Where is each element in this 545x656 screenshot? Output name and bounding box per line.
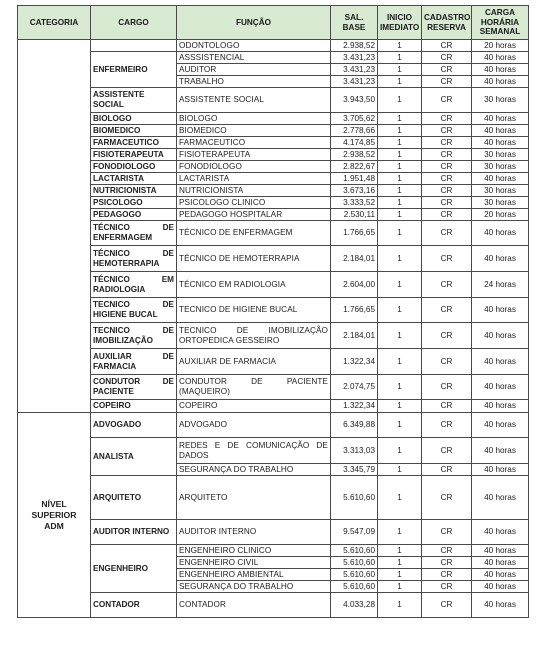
- cadastro-cell: CR: [422, 149, 472, 161]
- cadastro-cell: CR: [422, 185, 472, 197]
- cargo-cell: FONODIOLOGO: [91, 161, 177, 173]
- funcao-cell: ODONTOLOGO: [177, 40, 331, 52]
- carga-cell: 40 horas: [472, 125, 529, 137]
- header-cadastro: [422, 6, 472, 40]
- cadastro-cell: CR: [422, 413, 472, 438]
- header-carga: [472, 6, 529, 40]
- sal-cell: 1.951,48: [331, 173, 378, 185]
- sal-cell: 1.322,34: [331, 400, 378, 413]
- cadastro-cell: CR: [422, 323, 472, 349]
- inicio-cell: 1: [378, 52, 422, 64]
- header-row: [18, 6, 529, 40]
- inicio-cell: 1: [378, 400, 422, 413]
- carga-cell: 40 horas: [472, 137, 529, 149]
- sal-cell: 2.530,11: [331, 209, 378, 221]
- funcao-cell: CONDUTOR DE PACIENTE (MAQUEIRO): [177, 375, 331, 400]
- inicio-cell: 1: [378, 464, 422, 476]
- category-cell-nivel-superior-adm: [18, 413, 91, 618]
- header-carga-line3: SEMANAL: [479, 27, 521, 37]
- sal-cell: 5.610,60: [331, 557, 378, 569]
- inicio-cell: 1: [378, 76, 422, 88]
- table-row: [18, 221, 529, 246]
- carga-cell: 20 horas: [472, 209, 529, 221]
- funcao-cell: TRABALHO: [177, 76, 331, 88]
- category-cell-first: [18, 40, 91, 413]
- sal-cell: 3.313,03: [331, 438, 378, 464]
- funcao-cell: ENGENHEIRO CLINICO: [177, 545, 331, 557]
- sal-cell: 3.673,16: [331, 185, 378, 197]
- carga-cell: 40 horas: [472, 438, 529, 464]
- header-cadastro-line2: RESERVA: [427, 22, 466, 32]
- table-row: [18, 545, 529, 557]
- cadastro-cell: CR: [422, 173, 472, 185]
- cargo-cell: ARQUITETO: [91, 476, 177, 520]
- inicio-cell: 1: [378, 246, 422, 272]
- inicio-cell: 1: [378, 64, 422, 76]
- carga-cell: 40 horas: [472, 520, 529, 545]
- sal-cell: 2.604,00: [331, 272, 378, 298]
- funcao-cell: PSICOLOGO CLINICO: [177, 197, 331, 209]
- sal-cell: 3.705,62: [331, 113, 378, 125]
- cargo-cell: ANALISTA: [91, 438, 177, 476]
- sal-cell: 3.431,23: [331, 64, 378, 76]
- inicio-cell: 1: [378, 593, 422, 618]
- funcao-cell: CONTADOR: [177, 593, 331, 618]
- sal-cell: 4.033,28: [331, 593, 378, 618]
- table-row: [18, 40, 529, 52]
- cadastro-cell: CR: [422, 476, 472, 520]
- table-row: [18, 209, 529, 221]
- funcao-cell: ADVOGADO: [177, 413, 331, 438]
- cargo-cell: ENGENHEIRO: [91, 545, 177, 593]
- sal-cell: 3.345,79: [331, 464, 378, 476]
- cadastro-cell: CR: [422, 209, 472, 221]
- inicio-cell: 1: [378, 197, 422, 209]
- carga-cell: 40 horas: [472, 476, 529, 520]
- cadastro-cell: CR: [422, 298, 472, 323]
- carga-cell: 40 horas: [472, 52, 529, 64]
- funcao-cell: LACTARISTA: [177, 173, 331, 185]
- carga-cell: 20 horas: [472, 40, 529, 52]
- inicio-cell: 1: [378, 569, 422, 581]
- cargo-cell: PSICOLOGO: [91, 197, 177, 209]
- funcao-cell: BIOLOGO: [177, 113, 331, 125]
- carga-cell: 40 horas: [472, 113, 529, 125]
- table-row: [18, 173, 529, 185]
- cadastro-cell: CR: [422, 40, 472, 52]
- carga-cell: 30 horas: [472, 185, 529, 197]
- carga-cell: 30 horas: [472, 197, 529, 209]
- header-funcao: FUNÇÃO: [177, 6, 331, 40]
- inicio-cell: 1: [378, 375, 422, 400]
- cadastro-cell: CR: [422, 400, 472, 413]
- inicio-cell: 1: [378, 349, 422, 375]
- cargo-cell: BIOLOGO: [91, 113, 177, 125]
- table-row: [18, 375, 529, 400]
- inicio-cell: 1: [378, 520, 422, 545]
- funcao-cell: SEGURANÇA DO TRABALHO: [177, 581, 331, 593]
- header-cargo: CARGO: [91, 6, 177, 40]
- inicio-cell: 1: [378, 272, 422, 298]
- cadastro-cell: CR: [422, 581, 472, 593]
- sal-cell: 5.610,60: [331, 476, 378, 520]
- sal-cell: 3.431,23: [331, 52, 378, 64]
- carga-cell: 40 horas: [472, 413, 529, 438]
- inicio-cell: 1: [378, 557, 422, 569]
- carga-cell: 40 horas: [472, 76, 529, 88]
- carga-cell: 40 horas: [472, 375, 529, 400]
- cadastro-cell: CR: [422, 221, 472, 246]
- cadastro-cell: CR: [422, 52, 472, 64]
- inicio-cell: 1: [378, 185, 422, 197]
- cadastro-cell: CR: [422, 593, 472, 618]
- funcao-cell: TECNICO DE HIGIENE BUCAL: [177, 298, 331, 323]
- header-inicio: [378, 6, 422, 40]
- table-row: [18, 413, 529, 438]
- funcao-cell: PEDAGOGO HOSPITALAR: [177, 209, 331, 221]
- table-row: [18, 197, 529, 209]
- sal-cell: 2.184,01: [331, 323, 378, 349]
- table-row: [18, 476, 529, 520]
- table-row: [18, 323, 529, 349]
- table-row: [18, 185, 529, 197]
- cargo-cell: FARMACEUTICO: [91, 137, 177, 149]
- funcao-cell: FONODIOLOGO: [177, 161, 331, 173]
- carga-cell: 40 horas: [472, 545, 529, 557]
- cargo-cell: AUDITOR INTERNO: [91, 520, 177, 545]
- carga-cell: 40 horas: [472, 298, 529, 323]
- cargo-cell: ASSISTENTE SOCIAL: [91, 88, 177, 113]
- carga-cell: 30 horas: [472, 161, 529, 173]
- funcao-cell: REDES E DE COMUNICAÇÃO DE DADOS: [177, 438, 331, 464]
- funcao-cell: AUDITOR: [177, 64, 331, 76]
- sal-cell: 5.610,60: [331, 545, 378, 557]
- cadastro-cell: CR: [422, 557, 472, 569]
- carga-cell: 40 horas: [472, 64, 529, 76]
- cadastro-cell: CR: [422, 113, 472, 125]
- funcao-cell: NUTRICIONISTA: [177, 185, 331, 197]
- funcao-cell: TÉCNICO EM RADIOLOGIA: [177, 272, 331, 298]
- table-row: [18, 88, 529, 113]
- cargo-cell: CONTADOR: [91, 593, 177, 618]
- funcao-cell: ARQUITETO: [177, 476, 331, 520]
- cadastro-cell: CR: [422, 76, 472, 88]
- carga-cell: 40 horas: [472, 464, 529, 476]
- inicio-cell: 1: [378, 209, 422, 221]
- table-row: [18, 52, 529, 64]
- carga-cell: 40 horas: [472, 557, 529, 569]
- cargo-cell: TÉCNICO DE HEMOTERRAPIA: [91, 246, 177, 272]
- table-row: [18, 161, 529, 173]
- sal-cell: 6.349,88: [331, 413, 378, 438]
- cargo-cell: ENFERMEIRO: [91, 52, 177, 88]
- inicio-cell: 1: [378, 125, 422, 137]
- inicio-cell: 1: [378, 476, 422, 520]
- header-carga-line2: HORÁRIA: [480, 17, 520, 27]
- carga-cell: 40 horas: [472, 593, 529, 618]
- cadastro-cell: CR: [422, 464, 472, 476]
- inicio-cell: 1: [378, 88, 422, 113]
- cargo-cell: TÉCNICO EM RADIOLOGIA: [91, 272, 177, 298]
- table-row: [18, 272, 529, 298]
- cargo-cell: COPEIRO: [91, 400, 177, 413]
- cargo-cell: TECNICO DE IMOBILIZAÇÃO: [91, 323, 177, 349]
- header-cadastro-line1: CADASTRO: [424, 12, 471, 22]
- inicio-cell: 1: [378, 40, 422, 52]
- cadastro-cell: CR: [422, 197, 472, 209]
- category-line1: NÍVEL: [41, 498, 67, 509]
- funcao-cell: FARMACEUTICO: [177, 137, 331, 149]
- cadastro-cell: CR: [422, 520, 472, 545]
- inicio-cell: 1: [378, 137, 422, 149]
- header-sal-base: SAL. BASE: [331, 6, 378, 40]
- inicio-cell: 1: [378, 581, 422, 593]
- carga-cell: 40 horas: [472, 323, 529, 349]
- cadastro-cell: CR: [422, 545, 472, 557]
- cadastro-cell: CR: [422, 64, 472, 76]
- salary-table: [17, 5, 529, 618]
- cadastro-cell: CR: [422, 272, 472, 298]
- inicio-cell: 1: [378, 113, 422, 125]
- sal-cell: 2.938,52: [331, 40, 378, 52]
- cargo-cell: LACTARISTA: [91, 173, 177, 185]
- cargo-cell: ADVOGADO: [91, 413, 177, 438]
- salary-table-container: [17, 5, 528, 618]
- sal-cell: 2.074,75: [331, 375, 378, 400]
- carga-cell: 40 horas: [472, 221, 529, 246]
- cargo-cell: BIOMEDICO: [91, 125, 177, 137]
- table-row: [18, 246, 529, 272]
- sal-cell: 3.431,23: [331, 76, 378, 88]
- table-row: [18, 149, 529, 161]
- carga-cell: 40 horas: [472, 173, 529, 185]
- inicio-cell: 1: [378, 161, 422, 173]
- funcao-cell: AUDITOR INTERNO: [177, 520, 331, 545]
- inicio-cell: 1: [378, 438, 422, 464]
- carga-cell: 30 horas: [472, 88, 529, 113]
- cargo-cell: PEDAGOGO: [91, 209, 177, 221]
- funcao-cell: TÉCNICO DE HEMOTERRAPIA: [177, 246, 331, 272]
- cargo-cell: AUXILIAR DE FARMACIA: [91, 349, 177, 375]
- funcao-cell: BIOMEDICO: [177, 125, 331, 137]
- header-carga-line1: CARGA: [484, 8, 516, 18]
- cadastro-cell: CR: [422, 375, 472, 400]
- cadastro-cell: CR: [422, 88, 472, 113]
- carga-cell: 40 horas: [472, 569, 529, 581]
- sal-cell: 1.322,34: [331, 349, 378, 375]
- table-row: [18, 137, 529, 149]
- inicio-cell: 1: [378, 221, 422, 246]
- sal-cell: 3.943,50: [331, 88, 378, 113]
- cargo-cell: TÉCNICO DE ENFERMAGEM: [91, 221, 177, 246]
- sal-cell: 1.766,65: [331, 298, 378, 323]
- sal-cell: 3.333,52: [331, 197, 378, 209]
- table-row: [18, 400, 529, 413]
- carga-cell: 24 horas: [472, 272, 529, 298]
- cadastro-cell: CR: [422, 569, 472, 581]
- carga-cell: 40 horas: [472, 349, 529, 375]
- funcao-cell: SEGURANÇA DO TRABALHO: [177, 464, 331, 476]
- cadastro-cell: CR: [422, 125, 472, 137]
- sal-cell: 5.610,60: [331, 569, 378, 581]
- cargo-cell: [91, 40, 177, 52]
- cargo-cell: NUTRICIONISTA: [91, 185, 177, 197]
- funcao-cell: AUXILIAR DE FARMACIA: [177, 349, 331, 375]
- inicio-cell: 1: [378, 173, 422, 185]
- funcao-cell: FISIOTERAPEUTA: [177, 149, 331, 161]
- funcao-cell: ASSISTENTE SOCIAL: [177, 88, 331, 113]
- inicio-cell: 1: [378, 323, 422, 349]
- table-row: [18, 438, 529, 464]
- header-categoria: CATEGORIA: [18, 6, 91, 40]
- header-inicio-line2: IMEDIATO: [380, 22, 420, 32]
- sal-cell: 2.938,52: [331, 149, 378, 161]
- carga-cell: 40 horas: [472, 400, 529, 413]
- sal-cell: 2.184,01: [331, 246, 378, 272]
- header-inicio-line1: INICIO: [386, 12, 413, 22]
- carga-cell: 30 horas: [472, 149, 529, 161]
- inicio-cell: 1: [378, 545, 422, 557]
- carga-cell: 40 horas: [472, 581, 529, 593]
- sal-cell: 2.822,67: [331, 161, 378, 173]
- inicio-cell: 1: [378, 298, 422, 323]
- category-line3: ADM: [44, 520, 64, 531]
- sal-cell: 4.174,85: [331, 137, 378, 149]
- cadastro-cell: CR: [422, 137, 472, 149]
- cargo-cell: TECNICO DE HIGIENE BUCAL: [91, 298, 177, 323]
- inicio-cell: 1: [378, 149, 422, 161]
- cadastro-cell: CR: [422, 438, 472, 464]
- funcao-cell: TECNICO DE IMOBILIZAÇÃO ORTOPEDICA GESSEIRO: [177, 323, 331, 349]
- table-row: [18, 349, 529, 375]
- funcao-cell: ENGENHEIRO AMBIENTAL: [177, 569, 331, 581]
- table-row: [18, 125, 529, 137]
- sal-cell: 1.766,65: [331, 221, 378, 246]
- sal-cell: 9.547,09: [331, 520, 378, 545]
- table-row: [18, 113, 529, 125]
- inicio-cell: 1: [378, 413, 422, 438]
- funcao-cell: ASSSISTENCIAL: [177, 52, 331, 64]
- funcao-cell: TÉCNICO DE ENFERMAGEM: [177, 221, 331, 246]
- funcao-cell: ENGENHEIRO CIVIL: [177, 557, 331, 569]
- carga-cell: 40 horas: [472, 246, 529, 272]
- cargo-cell: CONDUTOR DE PACIENTE: [91, 375, 177, 400]
- table-row: [18, 298, 529, 323]
- cargo-cell: FISIOTERAPEUTA: [91, 149, 177, 161]
- sal-cell: 5.610,60: [331, 581, 378, 593]
- cadastro-cell: CR: [422, 161, 472, 173]
- table-row: [18, 593, 529, 618]
- funcao-cell: COPEIRO: [177, 400, 331, 413]
- table-row: [18, 520, 529, 545]
- cadastro-cell: CR: [422, 246, 472, 272]
- sal-cell: 2.778,66: [331, 125, 378, 137]
- cadastro-cell: CR: [422, 349, 472, 375]
- category-line2: SUPERIOR: [31, 509, 77, 520]
